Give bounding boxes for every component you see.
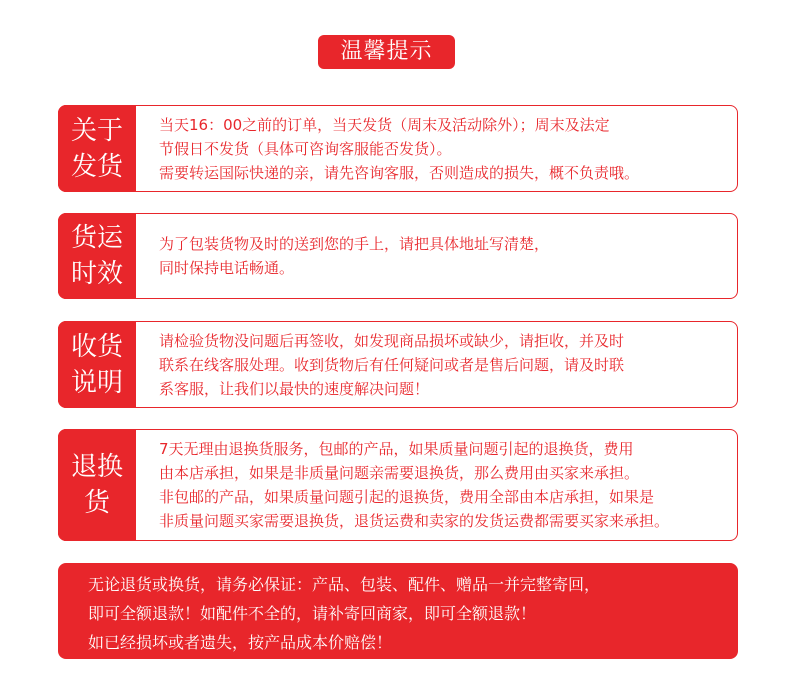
return-exchange-card xyxy=(58,429,738,541)
shipping-card xyxy=(58,105,738,192)
section-text: 为了包装货物及时的送到您的手上，请把具体地址写清楚， 同时保持电话畅通。 xyxy=(159,235,550,277)
return-notice: 无论退货或换货，请务必保证：产品、包装、配件、赠品一并完整寄回， 即可全额退款！如配件不全的，请补寄回商家，即可全额退款！ 如已经损坏或者遗失，按产品成本价赔偿！ xyxy=(58,563,738,659)
section-text: 请检验货物没问题后再签收，如发现商品损坏或缺少，请拒收，并及时 联系在线客服处理。收到货物后有任何疑问或者是售后问题，请及时联 系客服，让我们以最快的速度解决问题！ xyxy=(159,331,625,398)
page-title: 温馨提示 xyxy=(318,35,455,69)
section-text: 当天16：00之前的订单，当天发货（周末及活动除外）；周末及法定 节假日不发货（具体可咨询客服能否发货）。 需要转运国际快递的亲，请先咨询客服，否则造成的损失，概不负责哦。 xyxy=(159,115,640,182)
delivery-time-card xyxy=(58,213,738,299)
section-label: 收货说明 xyxy=(58,321,136,408)
section-label: 关于发货 xyxy=(58,105,136,192)
receipt-card xyxy=(58,321,738,408)
section-text: 7天无理由退换货服务，包邮的产品，如果质量问题引起的退换货，费用 由本店承担，如果是非质量问题亲需要退换货，那么费用由买家来承担。 非包邮的产品，如果质量问题引起的退换货，费用全部由本店承担，如果是 非质量问题买家需要退换货，退货运费和卖家的发货运费都需要买家来承担。 xyxy=(159,440,670,530)
section-label: 货运时效 xyxy=(58,213,136,299)
section-label: 退换货 xyxy=(58,429,136,541)
